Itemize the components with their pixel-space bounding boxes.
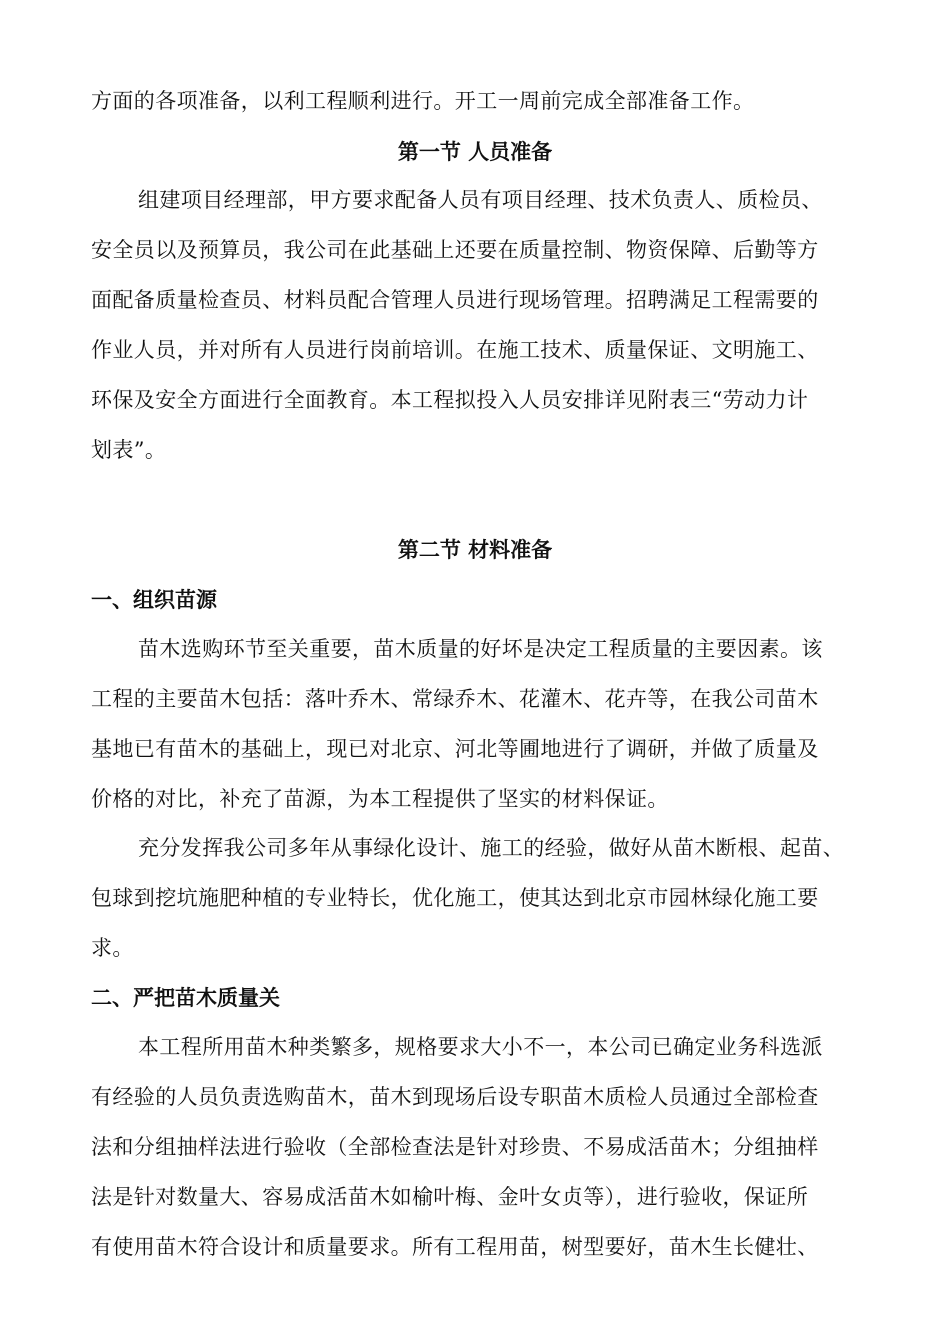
subsection-1-line: 工程的主要苗木包括：落叶乔木、常绿乔木、花灌木、花卉等，在我公司苗木 bbox=[91, 687, 819, 711]
subsection-1-line: 求。 bbox=[91, 936, 134, 960]
subsection-1-line: 苗木选购环节至关重要，苗木质量的好坏是决定工程质量的主要因素。该 bbox=[138, 637, 823, 661]
subsection-2-line: 本工程所用苗木种类繁多，规格要求大小不一，本公司已确定业务科选派 bbox=[138, 1035, 823, 1059]
section-2-title: 第二节 材料准备 bbox=[397, 538, 553, 562]
section-1-line: 作业人员，并对所有人员进行岗前培训。在施工技术、质量保证、文明施工、 bbox=[91, 338, 819, 362]
section-1-title: 第一节 人员准备 bbox=[397, 140, 553, 164]
subsection-2-line: 有经验的人员负责选购苗木，苗木到现场后设专职苗木质检人员通过全部检查 bbox=[91, 1085, 819, 1109]
subsection-1-line: 基地已有苗木的基础上，现已对北京、河北等圃地进行了调研，并做了质量及 bbox=[91, 737, 819, 761]
subsection-2-line: 法和分组抽样法进行验收（全部检查法是针对珍贵、不易成活苗木；分组抽样 bbox=[91, 1135, 819, 1159]
section-1-line: 面配备质量检查员、材料员配合管理人员进行现场管理。招聘满足工程需要的 bbox=[91, 288, 819, 312]
subsection-2-line: 有使用苗木符合设计和质量要求。所有工程用苗，树型要好，苗木生长健壮、 bbox=[91, 1235, 819, 1259]
subsection-1-line: 价格的对比，补充了苗源，为本工程提供了坚实的材料保证。 bbox=[91, 787, 669, 811]
subsection-1-line: 充分发挥我公司多年从事绿化设计、施工的经验，做好从苗木断根、起苗、 bbox=[138, 836, 845, 860]
section-1-line: 组建项目经理部，甲方要求配备人员有项目经理、技术负责人、质检员、 bbox=[138, 188, 823, 212]
section-1-line: 划表”。 bbox=[91, 438, 167, 462]
subsection-1-line: 包球到挖坑施肥种植的专业特长，优化施工，使其达到北京市园林绿化施工要 bbox=[91, 886, 819, 910]
intro-line: 方面的各项准备，以利工程顺利进行。开工一周前完成全部准备工作。 bbox=[91, 89, 755, 113]
section-1-line: 安全员以及预算员，我公司在此基础上还要在质量控制、物资保障、后勤等方 bbox=[91, 238, 819, 262]
subsection-heading-1: 一、组织苗源 bbox=[91, 588, 217, 612]
section-1-line: 环保及安全方面进行全面教育。本工程拟投入人员安排详见附表三“劳动力计 bbox=[91, 388, 809, 412]
subsection-2-line: 法是针对数量大、容易成活苗木如榆叶梅、金叶女贞等），进行验收，保证所 bbox=[91, 1185, 809, 1209]
subsection-heading-2: 二、严把苗木质量关 bbox=[91, 986, 280, 1010]
